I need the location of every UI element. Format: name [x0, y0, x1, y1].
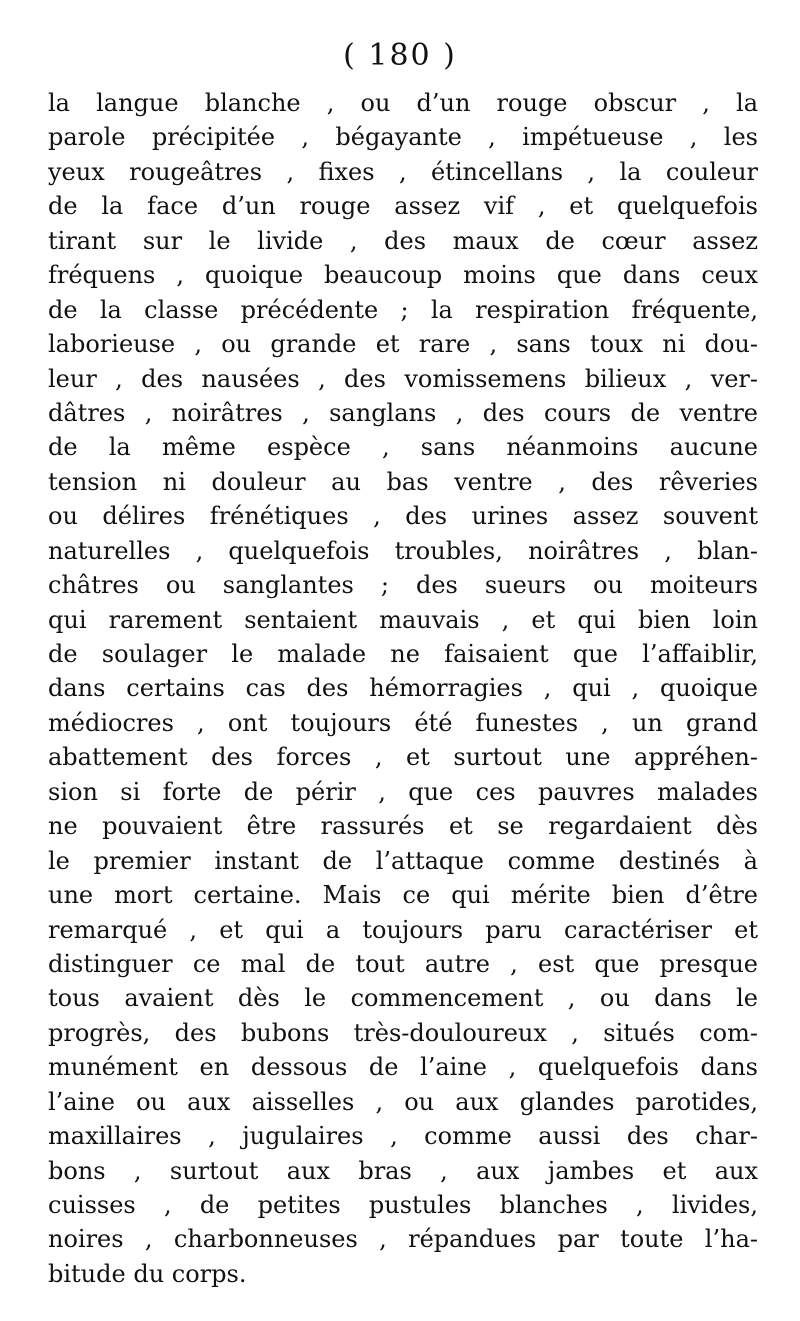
text-line: sion si forte de périr , que ces pauvres malades	[48, 777, 758, 806]
text-line: yeux rougeâtres , fixes , étincellans , la couleur	[48, 157, 758, 186]
text-line: qui rarement sentaient mauvais , et qui bien loin	[48, 605, 758, 634]
text-line: progrès, des bubons très-douloureux , situés com-	[48, 1018, 758, 1047]
text-line: dâtres , noirâtres , sanglans , des cours de ventre	[48, 398, 758, 427]
text-line: munément en dessous de l’aine , quelquefois dans	[48, 1053, 758, 1082]
text-line: fréquens , quoique beaucoup moins que dans ceux	[48, 261, 758, 290]
text-line: maxillaires , jugulaires , comme aussi des char-	[48, 1122, 758, 1151]
text-line: bons , surtout aux bras , aux jambes et aux	[48, 1156, 758, 1185]
text-line: médiocres , ont toujours été funestes , un grand	[48, 708, 758, 737]
text-line: la langue blanche , ou d’un rouge obscur , la	[48, 89, 758, 117]
text-line: noires , charbonneuses , répandues par toute l’ha-	[48, 1225, 758, 1254]
text-line: remarqué , et qui a toujours paru caractériser et	[48, 915, 758, 944]
text-line: de la classe précédente ; la respiration fréquente,	[48, 295, 758, 324]
text-line: cuisses , de petites pustules blanches , livides,	[48, 1191, 758, 1219]
text-line: châtres ou sanglantes ; des sueurs ou moiteurs	[48, 571, 758, 600]
text-line: de la face d’un rouge assez vif , et quelquefois	[48, 192, 758, 221]
text-line: ou délires frénétiques , des urines assez souvent	[48, 502, 758, 531]
body-text	[48, 86, 758, 1291]
text-line: le premier instant de l’attaque comme destinés à	[48, 846, 758, 875]
text-line: tous avaient dès le commencement , ou dans le	[48, 984, 758, 1013]
text-line: parole précipitée , bégayante , impétueuse , les	[48, 123, 758, 152]
text-line: distinguer ce mal de tout autre , est que presque	[48, 949, 758, 978]
text-line: une mort certaine. Mais ce qui mérite bien d’être	[48, 881, 758, 910]
text-line: leur , des nausées , des vomissemens bilieux , ver-	[48, 364, 758, 393]
text-line: abattement des forces , et surtout une appréhen-	[48, 743, 758, 772]
text-line: laborieuse , ou grande et rare , sans toux ni dou-	[48, 330, 758, 359]
text-line: naturelles , quelquefois troubles, noirâtres , blan-	[48, 536, 758, 565]
text-line: de la même espèce , sans néanmoins aucune	[48, 433, 758, 462]
text-line: ne pouvaient être rassurés et se regardaient dès	[48, 812, 758, 841]
text-line: de soulager le malade ne faisaient que l’affaiblir,	[48, 640, 758, 668]
text-line-last: bitude du corps.	[48, 1259, 247, 1288]
text-line: l’aine ou aux aisselles , ou aux glandes parotides,	[48, 1087, 758, 1116]
text-line: tension ni douleur au bas ventre , des rêveries	[48, 467, 758, 496]
text-line: tirant sur le livide , des maux de cœur assez	[48, 226, 758, 255]
text-line: dans certains cas des hémorragies , qui , quoique	[48, 674, 758, 703]
page-number: ( 180 )	[343, 38, 457, 73]
